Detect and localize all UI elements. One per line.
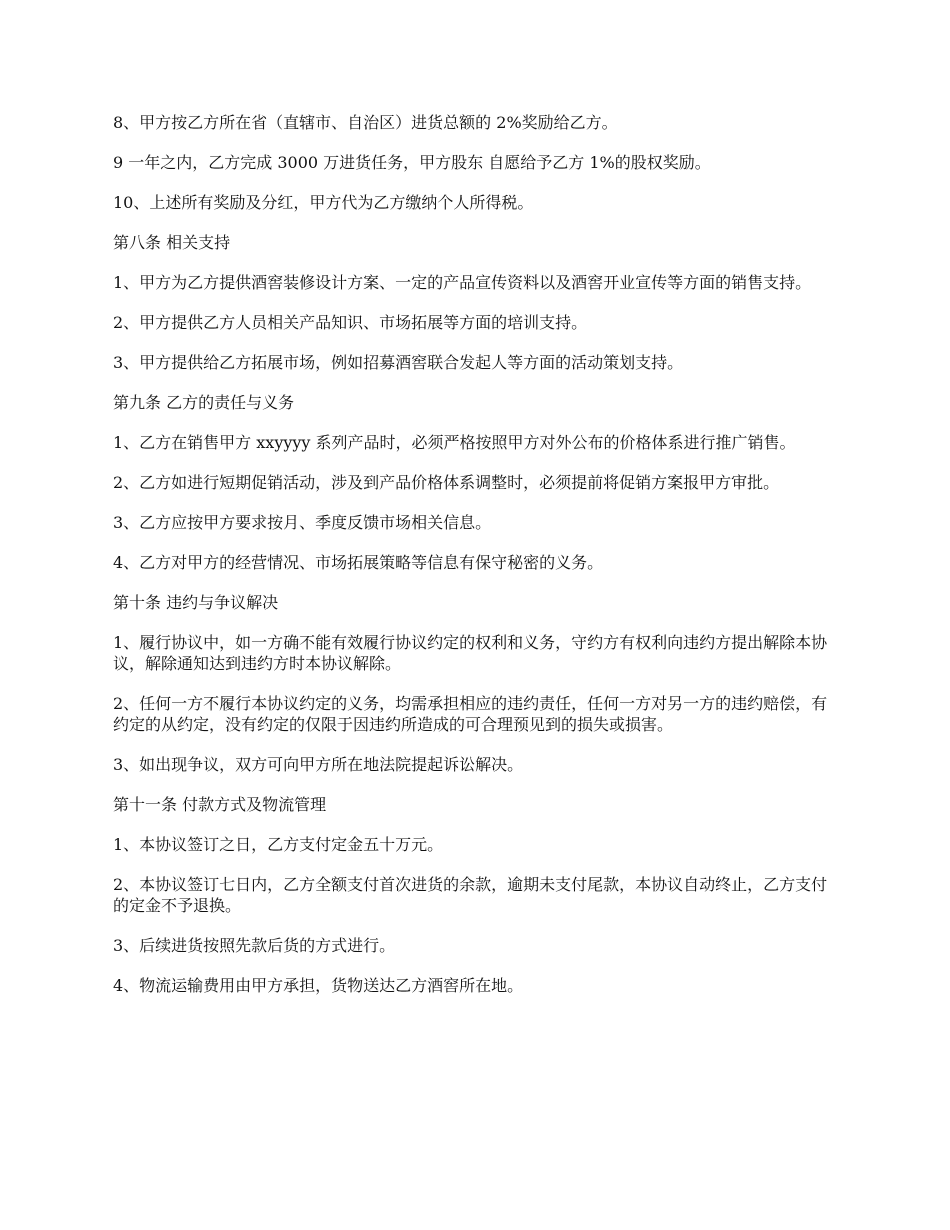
article-9-item-3: 3、乙方应按甲方要求按月、季度反馈市场相关信息。 — [113, 513, 492, 532]
article-8-item-1: 1、甲方为乙方提供酒窖装修设计方案、一定的产品宣传资料以及酒窖开业宣传等方面的销售支持。 — [113, 273, 812, 292]
clause-8-reward-provincial: 8、甲方按乙方所在省（直辖市、自治区）进货总额的 2%奖励给乙方。 — [113, 113, 618, 132]
article-11-item-3: 3、后续进货按照先款后货的方式进行。 — [113, 936, 396, 955]
article-11-item-1: 1、本协议签订之日，乙方支付定金五十万元。 — [113, 835, 444, 854]
article-10-item-2: 2、任何一方不履行本协议约定的义务，均需承担相应的违约责任，任何一方对另一方的违约赔偿，有约定的从约定，没有约定的仅限于因违约所造成的可合理预见到的损失或损害。 — [113, 694, 828, 734]
article-10-item-1: 1、履行协议中，如一方确不能有效履行协议约定的权利和义务，守约方有权利向违约方提出解除本协议，解除通知达到违约方时本协议解除。 — [113, 633, 828, 673]
article-8-heading: 第八条 相关支持 — [113, 233, 231, 252]
clause-10-tax: 10、上述所有奖励及分红，甲方代为乙方缴纳个人所得税。 — [113, 193, 534, 212]
article-10-heading: 第十条 违约与争议解决 — [113, 593, 279, 612]
document-body — [113, 112, 843, 1015]
article-8-item-2: 2、甲方提供乙方人员相关产品知识、市场拓展等方面的培训支持。 — [113, 313, 588, 332]
article-11-heading: 第十一条 付款方式及物流管理 — [113, 795, 327, 814]
article-11-item-4: 4、物流运输费用由甲方承担，货物送达乙方酒窖所在地。 — [113, 976, 524, 995]
article-9-item-4: 4、乙方对甲方的经营情况、市场拓展策略等信息有保守秘密的义务。 — [113, 553, 604, 572]
article-9-heading: 第九条 乙方的责任与义务 — [113, 393, 295, 412]
article-9-item-1: 1、乙方在销售甲方 xxyyyy 系列产品时，必须严格按照甲方对外公布的价格体系进行推广销售。 — [113, 433, 796, 452]
article-11-item-2: 2、本协议签订七日内，乙方全额支付首次进货的余款，逾期未支付尾款，本协议自动终止，乙方支付的定金不予退换。 — [113, 875, 828, 915]
article-9-item-2: 2、乙方如进行短期促销活动，涉及到产品价格体系调整时，必须提前将促销方案报甲方审批。 — [113, 473, 780, 492]
clause-9-equity-reward: 9 一年之内，乙方完成 3000 万进货任务，甲方股东 自愿给予乙方 1%的股权奖励。 — [113, 153, 711, 172]
article-8-item-3: 3、甲方提供给乙方拓展市场，例如招募酒窖联合发起人等方面的活动策划支持。 — [113, 353, 684, 372]
article-10-item-3: 3、如出现争议，双方可向甲方所在地法院提起诉讼解决。 — [113, 755, 524, 774]
